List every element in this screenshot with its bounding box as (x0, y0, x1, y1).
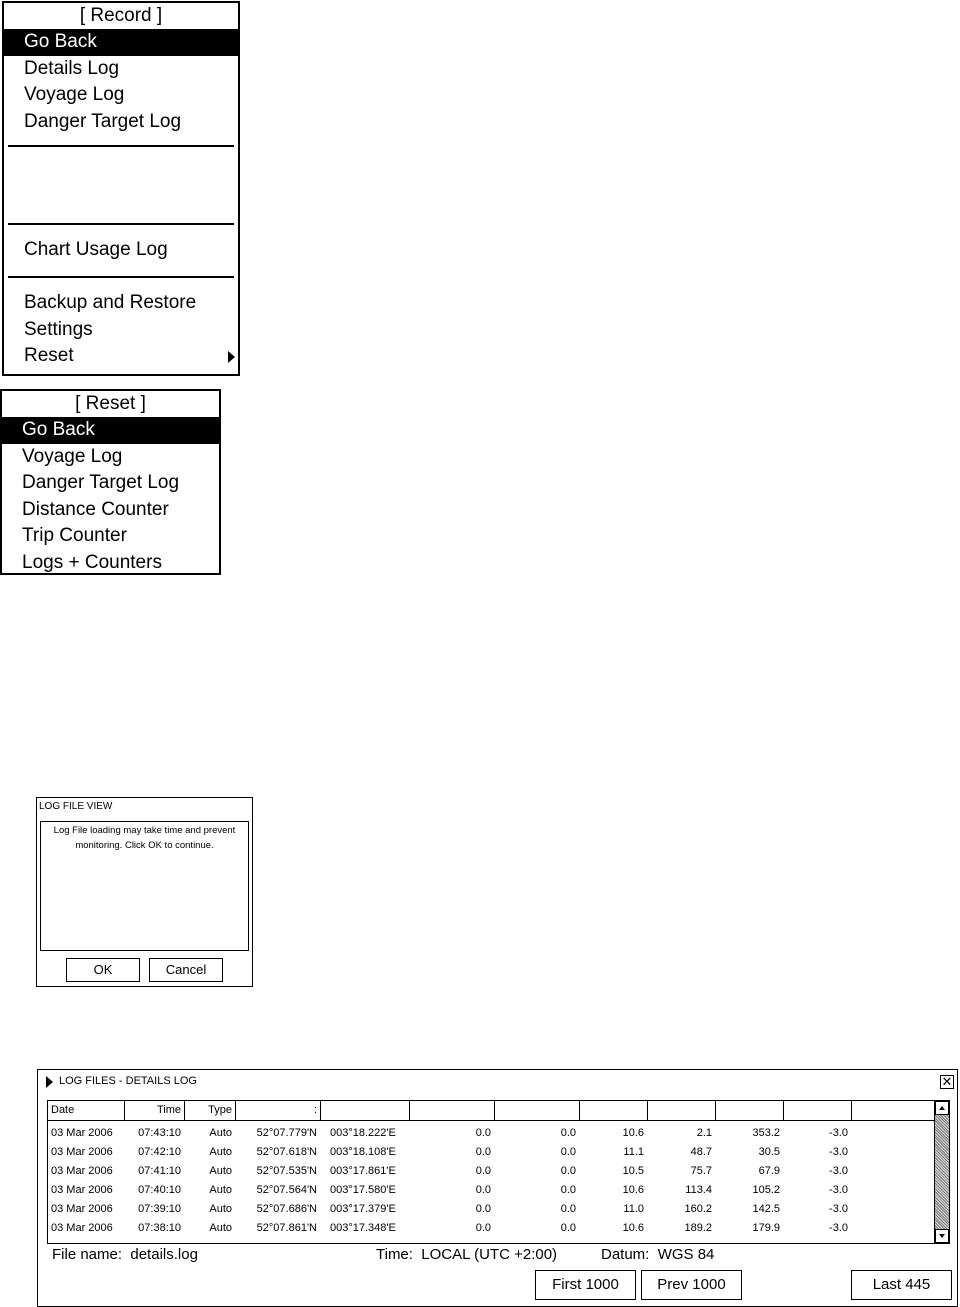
cell-value: 0.0 (475, 1127, 491, 1139)
last-445-button[interactable]: Last 445 (851, 1270, 952, 1300)
cell-type: Auto (209, 1222, 232, 1234)
cell-value: 10.6 (622, 1184, 644, 1196)
cell-type: Auto (209, 1203, 232, 1215)
cell-longitude: 003°18.222'E (330, 1127, 396, 1139)
cell-longitude: 003°17.379'E (330, 1203, 396, 1215)
reset-logs-counters[interactable]: Logs + Counters (22, 551, 162, 573)
cell-date: 03 Mar 2006 (51, 1222, 113, 1234)
record-reset-label: Reset (24, 345, 74, 367)
cell-value: 0.0 (560, 1184, 576, 1196)
cell-time: 07:42:10 (138, 1146, 181, 1158)
cancel-button[interactable]: Cancel (149, 958, 223, 982)
cell-value: 67.9 (758, 1165, 780, 1177)
cell-value: 11.1 (623, 1146, 644, 1158)
record-chart-usage-log[interactable]: Chart Usage Log (24, 239, 168, 261)
datum-info (601, 1246, 714, 1263)
column-header-type[interactable]: Type (185, 1101, 236, 1121)
cell-value: 48.7 (690, 1146, 712, 1158)
column-header[interactable] (580, 1101, 648, 1121)
reset-voyage-log[interactable]: Voyage Log (22, 445, 123, 467)
dialog-title: LOG FILE VIEW (39, 801, 113, 812)
reset-menu-title: [ Reset ] (75, 393, 146, 414)
cell-time: 07:43:10 (138, 1127, 181, 1139)
cell-latitude: 52°07.686'N (256, 1203, 317, 1215)
cell-latitude: 52°07.779'N (256, 1127, 317, 1139)
time-label: Time: (376, 1246, 413, 1263)
cell-longitude: 003°17.861'E (330, 1165, 396, 1177)
ok-button[interactable]: OK (66, 958, 140, 982)
first-1000-button[interactable]: First 1000 (535, 1270, 636, 1300)
cell-value: 105.2 (752, 1184, 780, 1196)
cell-type: Auto (209, 1184, 232, 1196)
cell-value: 0.0 (560, 1203, 576, 1215)
record-voyage-log[interactable]: Voyage Log (24, 84, 125, 106)
column-header[interactable] (852, 1101, 935, 1121)
cell-value: 0.0 (475, 1203, 491, 1215)
column-header[interactable] (495, 1101, 580, 1121)
reset-distance-counter[interactable]: Distance Counter (22, 498, 169, 520)
column-header[interactable] (784, 1101, 852, 1121)
cell-value: 189.2 (684, 1222, 712, 1234)
cell-value: 0.0 (475, 1184, 491, 1196)
cell-value: -3.0 (829, 1222, 848, 1234)
record-danger-target-log[interactable]: Danger Target Log (24, 110, 182, 132)
cell-value: -3.0 (829, 1127, 848, 1139)
table-row[interactable] (48, 1162, 935, 1181)
table-row[interactable] (48, 1124, 935, 1143)
table-row[interactable] (48, 1181, 935, 1200)
datum-value: WGS 84 (657, 1246, 715, 1263)
scroll-down-button[interactable] (935, 1229, 949, 1243)
reset-menu (0, 389, 221, 575)
cell-value: 0.0 (475, 1165, 491, 1177)
file-name-value: details.log (130, 1246, 198, 1263)
cell-value: 0.0 (560, 1146, 576, 1158)
cell-value: 0.0 (475, 1146, 491, 1158)
log-file-view-dialog (36, 797, 253, 987)
expand-arrow-icon[interactable] (46, 1076, 53, 1088)
cell-type: Auto (209, 1127, 232, 1139)
cell-time: 07:40:10 (138, 1184, 181, 1196)
column-header[interactable] (716, 1101, 784, 1121)
cell-value: 10.5 (622, 1165, 644, 1177)
cell-value: 0.0 (560, 1165, 576, 1177)
log-table (47, 1100, 950, 1244)
cell-time: 07:38:10 (138, 1222, 181, 1234)
cell-value: 113.4 (685, 1184, 712, 1196)
cell-longitude: 003°17.348'E (330, 1222, 396, 1234)
table-header (48, 1101, 935, 1121)
table-row[interactable] (48, 1200, 935, 1219)
column-header-time[interactable]: Time (125, 1101, 185, 1121)
record-settings[interactable]: Settings (24, 318, 93, 340)
cell-value: -3.0 (829, 1184, 848, 1196)
cell-date: 03 Mar 2006 (51, 1127, 113, 1139)
record-blank-area (4, 147, 238, 223)
cell-value: 179.9 (752, 1222, 780, 1234)
arrow-up-icon (939, 1106, 945, 1110)
cell-value: 30.5 (758, 1146, 780, 1158)
record-menu (2, 1, 240, 376)
record-reset[interactable] (4, 343, 238, 370)
cell-longitude: 003°17.580'E (330, 1184, 396, 1196)
cell-value: 353.2 (752, 1127, 780, 1139)
cell-value: 75.7 (690, 1165, 712, 1177)
reset-danger-target-log[interactable]: Danger Target Log (22, 472, 180, 494)
cell-date: 03 Mar 2006 (51, 1146, 113, 1158)
arrow-down-icon (939, 1234, 945, 1238)
cell-value: 0.0 (560, 1127, 576, 1139)
dialog-message: Log File loading may take time and prevent monitoring. Click OK to continue. (40, 821, 249, 951)
record-menu-title: [ Record ] (79, 5, 163, 26)
cell-longitude: 003°18.108'E (330, 1146, 396, 1158)
cell-value: -3.0 (829, 1203, 848, 1215)
table-row[interactable] (48, 1143, 935, 1162)
cell-latitude: 52°07.535'N (256, 1165, 317, 1177)
reset-trip-counter[interactable]: Trip Counter (22, 525, 127, 547)
record-backup-restore[interactable]: Backup and Restore (24, 291, 197, 313)
cell-value: 0.0 (560, 1222, 576, 1234)
cell-value: 10.6 (622, 1222, 644, 1234)
cell-type: Auto (209, 1146, 232, 1158)
cell-latitude: 52°07.564'N (256, 1184, 317, 1196)
cell-date: 03 Mar 2006 (51, 1165, 113, 1177)
datum-label: Datum: (601, 1246, 650, 1263)
cell-value: 0.0 (475, 1222, 491, 1234)
cell-latitude: 52°07.861'N (256, 1222, 317, 1234)
details-log-window (37, 1069, 958, 1307)
column-header-longitude[interactable] (321, 1101, 410, 1121)
file-name-info (52, 1246, 198, 1263)
cell-time: 07:41:10 (138, 1165, 181, 1177)
cell-type: Auto (209, 1165, 232, 1177)
cell-value: 160.2 (684, 1203, 712, 1215)
log-window-title: LOG FILES - DETAILS LOG (59, 1075, 197, 1087)
cell-value: 11.0 (623, 1203, 644, 1215)
cell-value: 2.1 (696, 1127, 712, 1139)
cell-value: -3.0 (829, 1146, 848, 1158)
cell-value: -3.0 (829, 1165, 848, 1177)
column-header[interactable] (410, 1101, 495, 1121)
column-header-latitude[interactable]: : (236, 1101, 321, 1121)
record-details-log[interactable]: Details Log (24, 57, 120, 79)
cell-time: 07:39:10 (138, 1203, 181, 1215)
column-header-date[interactable]: Date (48, 1101, 125, 1121)
time-value: LOCAL (UTC +2:00) (421, 1246, 558, 1263)
table-row[interactable] (48, 1219, 935, 1238)
cell-latitude: 52°07.618'N (256, 1146, 317, 1158)
vertical-scrollbar[interactable] (934, 1101, 949, 1243)
column-header[interactable] (648, 1101, 716, 1121)
time-info (376, 1246, 557, 1263)
cell-date: 03 Mar 2006 (51, 1203, 113, 1215)
close-icon[interactable]: ✕ (941, 1074, 953, 1089)
cell-value: 10.6 (622, 1127, 644, 1139)
scroll-up-button[interactable] (935, 1101, 949, 1115)
record-go-back[interactable]: Go Back (4, 29, 238, 56)
cell-value: 142.5 (752, 1203, 780, 1215)
reset-go-back[interactable]: Go Back (2, 417, 219, 444)
cell-date: 03 Mar 2006 (51, 1184, 113, 1196)
prev-1000-button[interactable]: Prev 1000 (641, 1270, 742, 1300)
file-name-label: File name: (52, 1246, 123, 1263)
submenu-arrow-icon (228, 351, 235, 363)
